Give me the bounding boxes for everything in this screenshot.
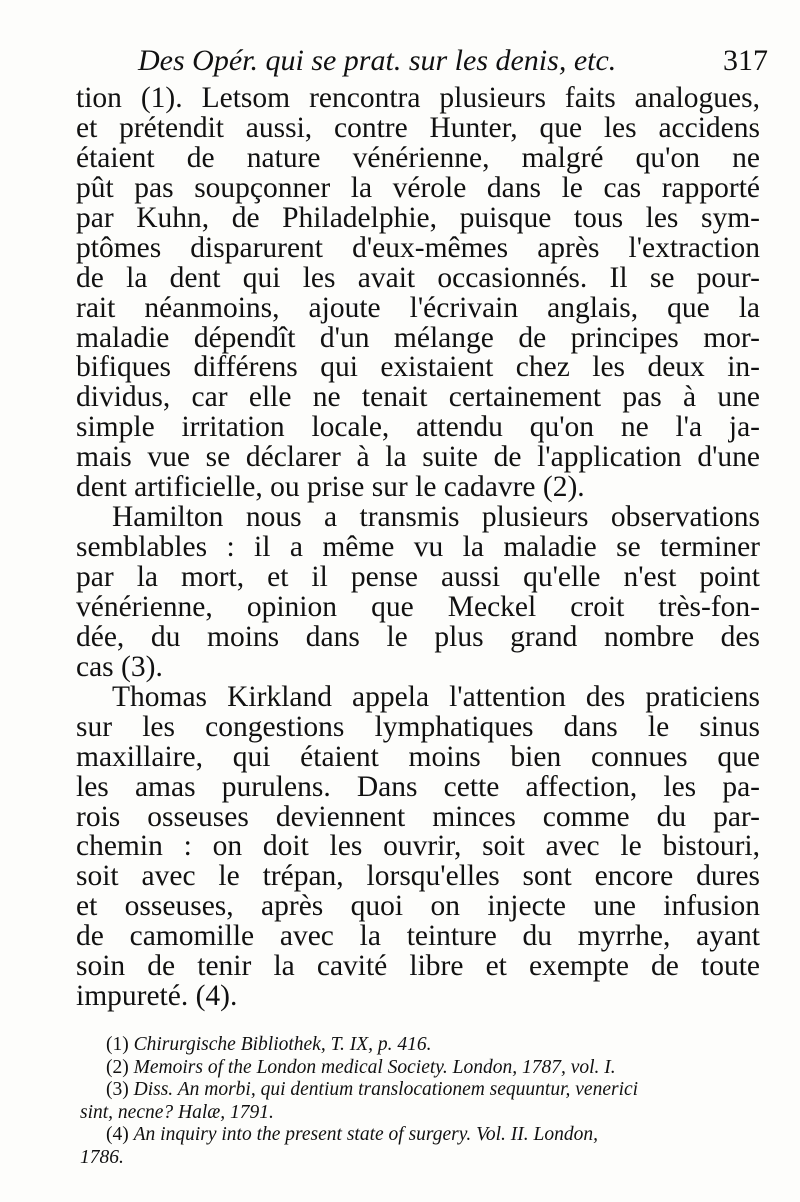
text-line: sur les congestions lymphatiques dans le sinus	[76, 710, 760, 743]
text-line: Hamilton nous a transmis plusieurs observations	[112, 501, 760, 534]
footnote-continuation	[80, 1147, 766, 1170]
footnote	[106, 1057, 766, 1080]
text-line: simple irritation locale, attendu qu'on ne l'a ja-	[76, 411, 760, 444]
text-line: soin de tenir la cavité libre et exempte de toute	[76, 950, 760, 983]
footnote-number: (2)	[106, 1056, 129, 1078]
text-line: rait néanmoins, ajoute l'écrivain anglais, que la	[76, 291, 760, 324]
text-line: par la mort, et il pense aussi qu'elle n'est point	[76, 561, 760, 593]
text-line: ptômes disparurent d'eux-mêmes après l'extraction	[76, 231, 760, 264]
text-line: rois osseuses deviennent minces comme du par-	[76, 800, 760, 833]
text-line: de la dent qui les avait occasionnés. Il se pour-	[76, 261, 760, 294]
page-number: 317	[723, 44, 768, 77]
running-title: Des Opér. qui se prat. sur les denis, etc.	[138, 44, 617, 77]
text-line: dée, du moins dans le plus grand nombre des	[76, 620, 760, 653]
text-line: mais vue se déclarer à la suite de l'application d'une	[76, 441, 760, 474]
text-line: de camomille avec la teinture du myrrhe, ayant	[76, 920, 760, 953]
text-line: Thomas Kirkland appela l'attention des praticiens	[112, 680, 760, 713]
text-line: chemin : on doit les ouvrir, soit avec le bistouri,	[76, 830, 760, 863]
text-line: tion (1). Letsom rencontra plusieurs faits analogues,	[76, 82, 760, 114]
text-line: pût pas soupçonner la vérole dans le cas rapporté	[76, 171, 760, 204]
text-line: impureté. (4).	[76, 980, 238, 1013]
text-line: dent artificielle, ou prise sur le cadavre (2).	[76, 471, 585, 504]
footnotes	[80, 1034, 766, 1169]
text-line: cas (3).	[76, 650, 163, 683]
text-line: vénérienne, opinion que Meckel croit très-fon-	[76, 590, 760, 623]
text-line: maladie dépendît d'un mélange de principes mor-	[76, 321, 760, 354]
footnote-text: Memoirs of the London medical Society. London, 1787, vol. I.	[133, 1056, 616, 1078]
footnote-number: (3)	[106, 1079, 129, 1100]
footnote	[106, 1034, 766, 1057]
footnote-text: 1786.	[80, 1146, 124, 1168]
footnote-text: An inquiry into the present state of surgery. Vol. II. London,	[133, 1124, 598, 1145]
footnote-number: (1)	[106, 1034, 129, 1055]
footnote-text: sint, necne? Halæ, 1791.	[80, 1101, 274, 1123]
body-text	[76, 84, 760, 1012]
text-line: par Kuhn, de Philadelphie, puisque tous les sym-	[76, 201, 760, 234]
text-line: étaient de nature vénérienne, malgré qu'on ne	[76, 141, 760, 174]
text-line: maxillaire, qui étaient moins bien connues que	[76, 740, 760, 773]
text-line: et prétendit aussi, contre Hunter, que les accidens	[76, 111, 760, 144]
footnote-text: Diss. An morbi, qui dentium translocationem sequuntur, venerici	[133, 1079, 639, 1100]
text-line: les amas purulens. Dans cette affection, les pa-	[76, 770, 760, 803]
text-line: bifiques différens qui existaient chez les deux in-	[76, 351, 760, 384]
footnote	[106, 1124, 766, 1147]
text-line: soit avec le trépan, lorsqu'elles sont encore dures	[76, 860, 760, 893]
footnote	[106, 1079, 766, 1102]
footnote-text: Chirurgische Bibliothek, T. IX, p. 416.	[133, 1034, 432, 1055]
text-line: dividus, car elle ne tenait certainement pas à une	[76, 381, 760, 414]
footnote-continuation	[80, 1102, 766, 1125]
text-line: semblables : il a même vu la maladie se terminer	[76, 531, 760, 564]
text-line: et osseuses, après quoi on injecte une infusion	[76, 890, 760, 923]
running-head	[138, 42, 768, 80]
footnote-number: (4)	[106, 1124, 129, 1145]
